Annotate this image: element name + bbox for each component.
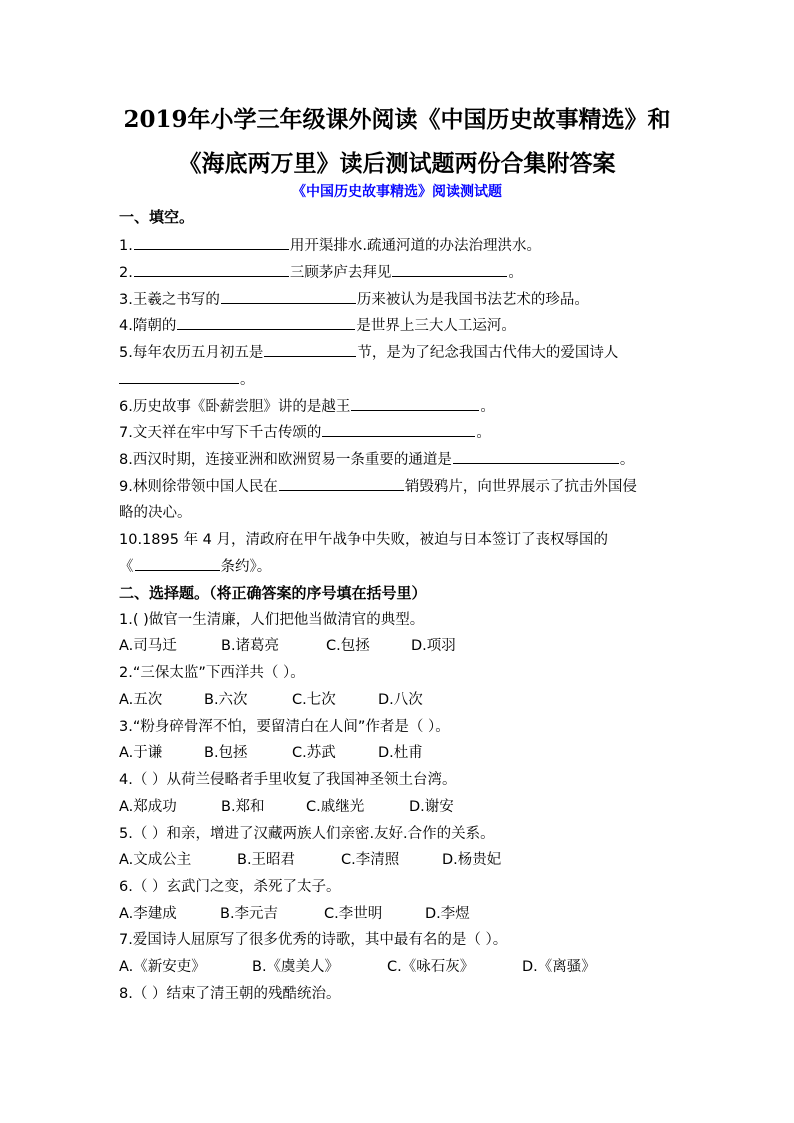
choice-question-1: 1.( )做官一生清廉，人们把他当做清官的典型。 bbox=[119, 612, 425, 628]
option-c[interactable]: C.七次 bbox=[292, 692, 336, 708]
option-d[interactable]: D.杨贵妃 bbox=[442, 852, 502, 868]
option-b[interactable]: B.郑和 bbox=[221, 799, 265, 815]
option-a[interactable]: A.于谦 bbox=[119, 745, 163, 761]
option-b[interactable]: B.王昭君 bbox=[237, 852, 296, 868]
option-b[interactable]: B.六次 bbox=[204, 692, 248, 708]
choice-options-1 bbox=[119, 636, 456, 656]
fill-question-5: 5.每年农历五月初五是 节，是为了纪念我国古代伟大的爱国诗人 bbox=[119, 342, 618, 363]
option-d[interactable]: D.项羽 bbox=[411, 638, 456, 654]
option-b[interactable]: B.《虞美人》 bbox=[252, 959, 340, 975]
option-c[interactable]: C.苏武 bbox=[292, 745, 336, 761]
fill-question-10-cont: 《 条约》。 bbox=[119, 556, 271, 577]
answer-blank[interactable] bbox=[453, 449, 619, 464]
fill-question-3: 3.王羲之书写的 历来被认为是我国书法艺术的珍品。 bbox=[119, 289, 589, 310]
fill-question-9-cont: 略的决心。 bbox=[119, 505, 192, 521]
option-a[interactable]: A.文成公主 bbox=[119, 852, 192, 868]
test-subtitle: 《中国历史故事精选》阅读测试题 bbox=[292, 184, 502, 200]
answer-blank[interactable] bbox=[221, 289, 356, 304]
option-b[interactable]: B.诸葛亮 bbox=[221, 638, 280, 654]
option-d[interactable]: D.谢安 bbox=[409, 799, 454, 815]
answer-blank[interactable] bbox=[134, 235, 289, 250]
option-a[interactable]: A.李建成 bbox=[119, 906, 177, 922]
answer-blank[interactable] bbox=[134, 262, 289, 277]
option-b[interactable]: B.包拯 bbox=[204, 745, 248, 761]
option-d[interactable]: D.杜甫 bbox=[378, 745, 423, 761]
section-heading-multiple-choice: 二、选择题。（将正确答案的序号填在括号里） bbox=[119, 584, 427, 602]
section-heading-fill-blank: 一、填空。 bbox=[119, 208, 195, 226]
option-a[interactable]: A.五次 bbox=[119, 692, 163, 708]
option-c[interactable]: C.戚继光 bbox=[306, 799, 365, 815]
answer-blank[interactable] bbox=[177, 315, 355, 330]
fill-question-7: 7.文天祥在牢中写下千古传颂的 。 bbox=[119, 422, 491, 443]
fill-question-2: 2. 三顾茅庐去拜见 。 bbox=[119, 262, 523, 283]
fill-question-10: 10.1895 年 4 月，清政府在甲午战争中失败，被迫与日本签订了丧权辱国的 bbox=[119, 532, 609, 548]
fill-question-1: 1. 用开渠排水.疏通河道的办法治理洪水。 bbox=[119, 235, 541, 256]
choice-options-2 bbox=[119, 690, 423, 710]
option-a[interactable]: A.司马迁 bbox=[119, 638, 177, 654]
fill-question-9: 9.林则徐带领中国人民在 销毁鸦片，向世界展示了抗击外国侵 bbox=[119, 476, 637, 497]
choice-options-7 bbox=[119, 957, 596, 977]
option-c[interactable]: C.李世明 bbox=[324, 906, 383, 922]
choice-options-3 bbox=[119, 743, 423, 763]
document-title-line-2: 《海底两万里》读后测试题两份合集附答案 bbox=[178, 150, 616, 177]
choice-question-8: 8.（ ）结束了清王朝的残酷统治。 bbox=[119, 986, 341, 1002]
fill-question-5-cont: 。 bbox=[119, 369, 255, 390]
choice-question-5: 5.（ ）和亲，增进了汉藏两族人们亲密.友好.合作的关系。 bbox=[119, 826, 495, 842]
option-b[interactable]: B.李元吉 bbox=[220, 906, 279, 922]
choice-question-2: 2.“三保太监”下西洋共（ ）。 bbox=[119, 665, 305, 681]
option-c[interactable]: C.包拯 bbox=[326, 638, 370, 654]
answer-blank[interactable] bbox=[322, 422, 475, 437]
option-d[interactable]: D.《离骚》 bbox=[522, 959, 596, 975]
choice-options-4 bbox=[119, 797, 454, 817]
answer-blank[interactable] bbox=[351, 396, 479, 411]
option-c[interactable]: C.李清照 bbox=[341, 852, 400, 868]
answer-blank[interactable] bbox=[392, 262, 507, 277]
answer-blank[interactable] bbox=[279, 476, 404, 491]
choice-question-6: 6.（ ）玄武门之变，杀死了太子。 bbox=[119, 879, 341, 895]
choice-options-5 bbox=[119, 850, 501, 870]
option-c[interactable]: C.《咏石灰》 bbox=[387, 959, 475, 975]
option-a[interactable]: A.《新安吏》 bbox=[119, 959, 206, 975]
choice-question-4: 4.（ ）从荷兰侵略者手里收复了我国神圣领土台湾。 bbox=[119, 772, 457, 788]
fill-question-6: 6.历史故事《卧薪尝胆》讲的是越王 。 bbox=[119, 396, 495, 417]
document-title-line-1: 2019年小学三年级课外阅读《中国历史故事精选》和 bbox=[123, 106, 671, 133]
answer-blank[interactable] bbox=[264, 342, 356, 357]
option-d[interactable]: D.八次 bbox=[378, 692, 423, 708]
option-a[interactable]: A.郑成功 bbox=[119, 799, 177, 815]
answer-blank[interactable] bbox=[119, 369, 239, 384]
choice-question-7: 7.爱国诗人屈原写了很多优秀的诗歌，其中最有名的是（ ）。 bbox=[119, 932, 508, 948]
answer-blank[interactable] bbox=[135, 556, 220, 571]
choice-options-6 bbox=[119, 904, 470, 924]
choice-question-3: 3.“粉身碎骨浑不怕，要留清白在人间”作者是（ ）。 bbox=[119, 719, 450, 735]
fill-question-4: 4.隋朝的 是世界上三大人工运河。 bbox=[119, 315, 516, 336]
fill-question-8: 8.西汉时期，连接亚洲和欧洲贸易一条重要的通道是 。 bbox=[119, 449, 634, 470]
option-d[interactable]: D.李煜 bbox=[425, 906, 470, 922]
